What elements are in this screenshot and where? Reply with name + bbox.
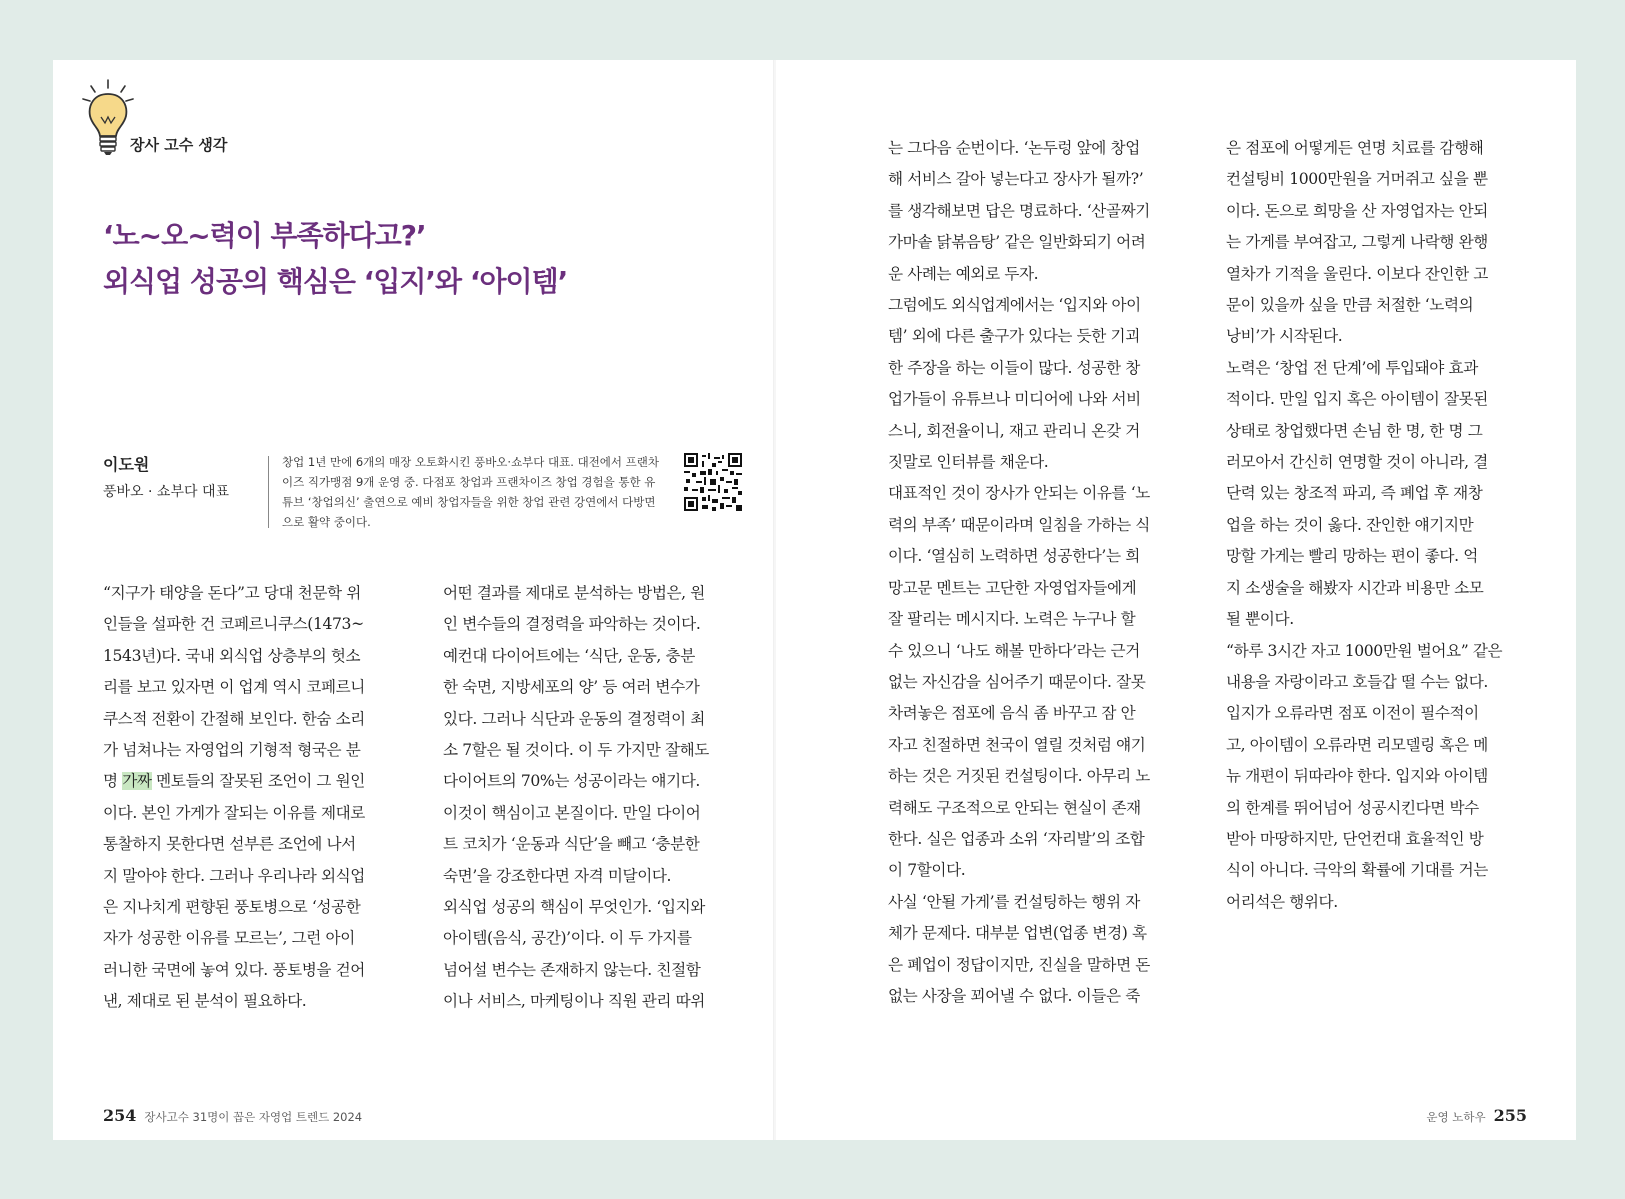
text-line: 력해도 구조적으로 안되는 현실이 존재 <box>888 798 1141 817</box>
text-fragment: 멘토들의 잘못된 조언이 그 원인 <box>151 772 365 791</box>
bio-line: 튜브 ‘창업의신’ 출연으로 예비 창업자들을 위한 창업 관련 강연에서 다방면 <box>282 495 656 509</box>
text-line: 이 7할이다. <box>888 861 966 880</box>
text-line: 외식업 성공의 핵심이 무엇인가. ‘입지와 <box>443 898 705 917</box>
text-line: 짓말로 인터뷰를 채운다. <box>888 453 1049 472</box>
book-title: 장사고수 31명이 꼽은 자영업 트렌드 2024 <box>144 1110 363 1124</box>
text-line: 컨설팅비 1000만원을 거머쥐고 싶을 뿐 <box>1226 170 1488 189</box>
text-line: 상태로 창업했다면 손님 한 명, 한 명 그 <box>1226 421 1483 440</box>
page-number-left: 254 <box>103 1106 137 1125</box>
text-line: 업을 하는 것이 옳다. 잔인한 얘기지만 <box>1226 515 1474 534</box>
headline-line-1: ‘노~오~력이 부족하다고?’ <box>103 219 426 252</box>
text-line: “지구가 태양을 돈다”고 당대 천문학 위 <box>103 584 361 602</box>
text-line: 쿠스적 전환이 간절해 보인다. 한숨 소리 <box>103 709 365 728</box>
text-line: 단력 있는 창조적 파괴, 즉 폐업 후 재창 <box>1226 484 1483 503</box>
text-line: 망고문 멘트는 고단한 자영업자들에게 <box>888 578 1137 597</box>
bio-divider <box>268 456 269 528</box>
text-line: 력의 부족’ 때문이라며 일침을 가하는 식 <box>888 515 1150 534</box>
text-line: 지 말아야 한다. 그러나 우리나라 외식업 <box>103 866 365 885</box>
text-line: 스니, 회전율이니, 재고 관리니 온갖 거 <box>888 421 1140 440</box>
body-column-1 <box>103 578 403 1018</box>
text-line: 인 변수들의 결정력을 파악하는 것이다. <box>443 615 701 634</box>
text-line: 은 점포에 어떻게든 연명 치료를 감행해 <box>1226 139 1484 157</box>
text-line: 없는 사장을 꾀어낼 수 없다. 이들은 죽 <box>888 986 1140 1005</box>
text-line: 아이템(음식, 공간)’이다. 이 두 가지를 <box>443 929 692 948</box>
text-line: 숙면’을 강조한다면 자격 미달이다. <box>443 866 672 885</box>
text-line: 노력은 ‘창업 전 단계’에 투입돼야 효과 <box>1226 358 1478 377</box>
body-column-2 <box>443 578 743 1018</box>
lightbulb-icon <box>78 77 138 157</box>
text-line: 트 코치가 ‘운동과 식단’을 빼고 ‘충분한 <box>443 835 700 854</box>
text-line: 지 소생술을 해봤자 시간과 비용만 소모 <box>1226 578 1484 597</box>
text-line: 예컨대 다이어트에는 ‘식단, 운동, 충분 <box>443 646 695 665</box>
text-line: 인들을 설파한 건 코페르니쿠스(1473~ <box>103 615 364 634</box>
text-line: 뉴 개편이 뒤따라야 한다. 입지와 아이템 <box>1226 767 1488 786</box>
text-line: 러니한 국면에 놓여 있다. 풍토병을 걷어 <box>103 960 365 979</box>
section-label-text: 장사 고수 생각 <box>130 136 228 154</box>
footer-right <box>1426 1106 1527 1125</box>
bio-line: 창업 1년 만에 6개의 매장 오토화시킨 풍바오·쇼부다 대표. 대전에서 프랜차 <box>282 455 660 469</box>
text-line: 러모아서 간신히 연명할 것이 아니라, 결 <box>1226 453 1488 472</box>
text-line: 고, 아이템이 오류라면 리모델링 혹은 메 <box>1226 735 1488 754</box>
text-line: 은 폐업이 정답이지만, 진실을 말하면 돈 <box>888 955 1150 974</box>
text-line: 문이 있을까 싶을 만큼 처절한 ‘노력의 <box>1226 296 1474 315</box>
text-line: 이다. 돈으로 희망을 산 자영업자는 안되 <box>1226 201 1488 220</box>
text-line: 자고 친절하면 천국이 열릴 것처럼 얘기 <box>888 735 1146 754</box>
text-line: 소 7할은 될 것이다. 이 두 가지만 잘해도 <box>443 741 709 760</box>
text-line: 해 서비스 갈아 넣는다고 장사가 될까?’ <box>888 170 1144 189</box>
text-line: 이다. ‘열심히 노력하면 성공한다’는 희 <box>888 547 1140 566</box>
highlighted-word[interactable]: 가짜 <box>122 772 152 791</box>
page-number-right: 255 <box>1493 1106 1527 1125</box>
text-line: 입지가 오류라면 점포 이전이 필수적이 <box>1226 704 1479 723</box>
text-line: 이다. 본인 가게가 잘되는 이유를 제대로 <box>103 803 365 822</box>
text-line: 낸, 제대로 된 분석이 필요하다. <box>103 992 307 1011</box>
text-line: 식이 아니다. 극악의 확률에 기대를 거는 <box>1226 861 1488 880</box>
text-line: 는 가게를 부여잡고, 그렇게 나락행 완행 <box>1226 233 1488 252</box>
text-line: 자가 성공한 이유를 모르는’, 그런 아이 <box>103 929 355 948</box>
body-column-3 <box>888 133 1188 1012</box>
text-line: 내용을 자랑이라고 호들갑 떨 수는 없다. <box>1226 672 1488 691</box>
text-line: 한다. 실은 업종과 소위 ‘자리발’의 조합 <box>888 829 1145 848</box>
author-name: 이도원 <box>103 455 150 474</box>
text-line: 한 주장을 하는 이들이 많다. 성공한 창 <box>888 358 1140 377</box>
text-line: 수 있으니 ‘나도 해볼 만하다’라는 근거 <box>888 641 1140 660</box>
text-line: 은 지나치게 편향된 풍토병으로 ‘성공한 <box>103 898 361 917</box>
headline-line-2: 외식업 성공의 핵심은 ‘입지’와 ‘아이템’ <box>103 265 568 298</box>
text-line: 한 숙면, 지방세포의 양’ 등 여러 변수가 <box>443 678 700 697</box>
text-line: 잘 팔리는 메시지다. 노력은 누구나 할 <box>888 610 1136 629</box>
text-line: 대표적인 것이 장사가 안되는 이유를 ‘노 <box>888 484 1150 503</box>
text-line: 1543년)다. 국내 외식업 상층부의 헛소 <box>103 646 361 665</box>
text-line: 그럼에도 외식업계에서는 ‘입지와 아이 <box>888 296 1141 315</box>
author-role: 풍바오 · 쇼부다 대표 <box>103 484 229 500</box>
text-line: 리를 보고 있자면 이 업계 역시 코페르니 <box>103 678 365 697</box>
text-line: 템’ 외에 다른 출구가 있다는 듯한 기괴 <box>888 327 1140 346</box>
text-line: 가마솥 닭볶음탕’ 같은 일반화되기 어려 <box>888 233 1146 252</box>
text-line: 될 뿐이다. <box>1226 610 1294 629</box>
body-column-4 <box>1226 133 1526 918</box>
text-line: 가 넘쳐나는 자영업의 기형적 형국은 분 <box>103 741 361 760</box>
bio-line: 이즈 직가맹점 9개 운영 중. 다점포 창업과 프랜차이즈 창업 경험을 통한 유 <box>282 475 656 489</box>
text-line: 넘어설 변수는 존재하지 않는다. 친절함 <box>443 960 701 979</box>
text-line: 적이다. 만일 입지 혹은 아이템이 잘못된 <box>1226 390 1488 409</box>
bio-line: 으로 활약 중이다. <box>282 515 371 529</box>
author-block <box>103 452 229 501</box>
text-line: 있다. 그러나 식단과 운동의 결정력이 최 <box>443 709 705 728</box>
qr-code-icon[interactable] <box>684 453 742 511</box>
text-line: 망할 가게는 빨리 망하는 편이 좋다. 억 <box>1226 547 1478 566</box>
footer-left <box>103 1106 362 1125</box>
article-headline <box>103 213 703 305</box>
text-line: 어리석은 행위다. <box>1226 892 1338 911</box>
text-line: 이것이 핵심이고 본질이다. 만일 다이어 <box>443 803 701 822</box>
text-line: 업가들이 유튜브나 미디어에 나와 서비 <box>888 390 1141 409</box>
text-line: 낭비’가 시작된다. <box>1226 327 1343 346</box>
author-bio <box>282 452 660 532</box>
section-label <box>78 77 278 167</box>
text-line: “하루 3시간 자고 1000만원 벌어요” 같은 <box>1226 641 1503 660</box>
chapter-title: 운영 노하우 <box>1426 1110 1486 1124</box>
text-line: 없는 자신감을 심어주기 때문이다. 잘못 <box>888 672 1146 691</box>
text-line: 어떤 결과를 제대로 분석하는 방법은, 원 <box>443 584 705 602</box>
text-line: 사실 ‘안될 가게’를 컨설팅하는 행위 자 <box>888 892 1140 911</box>
text-fragment: 명 <box>103 772 123 791</box>
text-line: 의 한계를 뛰어넘어 성공시킨다면 박수 <box>1226 798 1479 817</box>
text-line: 다이어트의 70%는 성공이라는 얘기다. <box>443 772 700 791</box>
text-line-highlighted <box>103 766 403 797</box>
text-line: 는 그다음 순번이다. ‘논두렁 앞에 창업 <box>888 139 1140 157</box>
text-line: 하는 것은 거짓된 컨설팅이다. 아무리 노 <box>888 767 1150 786</box>
text-line: 열차가 기적을 울린다. 이보다 잔인한 고 <box>1226 264 1488 283</box>
text-line: 체가 문제다. 대부분 업변(업종 변경) 혹 <box>888 924 1147 943</box>
text-line: 이나 서비스, 마케팅이나 직원 관리 따위 <box>443 992 705 1011</box>
text-line: 를 생각해보면 답은 명료하다. ‘산골짜기 <box>888 201 1150 220</box>
text-line: 받아 마땅하지만, 단언컨대 효율적인 방 <box>1226 829 1484 848</box>
text-line: 통찰하지 못한다면 섣부른 조언에 나서 <box>103 835 356 854</box>
text-line: 차려놓은 점포에 음식 좀 바꾸고 잠 안 <box>888 704 1136 723</box>
text-line: 운 사례는 예외로 두자. <box>888 264 1039 283</box>
